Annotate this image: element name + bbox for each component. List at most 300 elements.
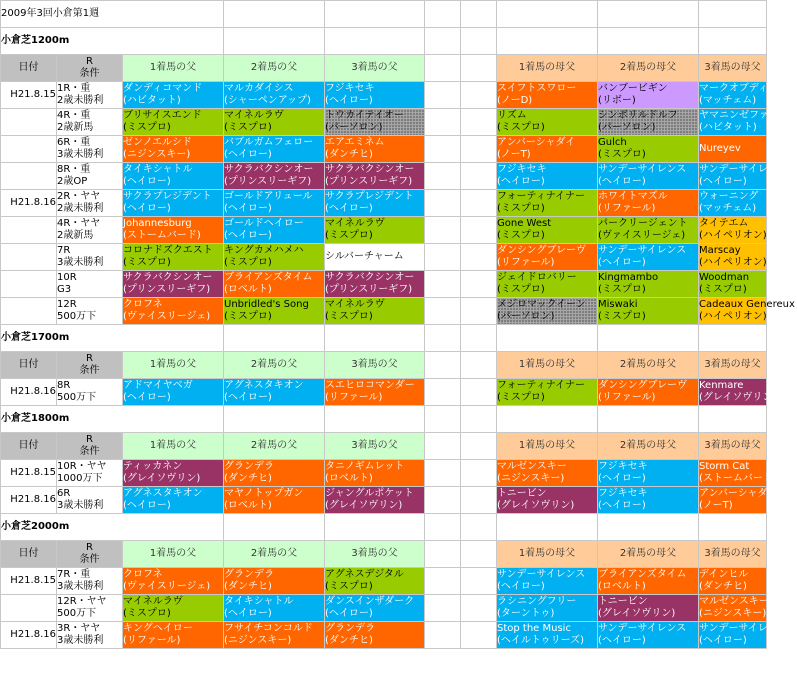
empty-cell — [425, 514, 461, 541]
horse-name: マルゼンスキー — [699, 596, 769, 607]
empty-cell — [425, 352, 461, 379]
horse-line: (ヘイロー) — [497, 176, 545, 187]
race-date — [1, 163, 57, 190]
horse-line: (ロベルト) — [224, 500, 272, 511]
horse-name: ゴールドアリュール — [224, 191, 313, 202]
horse-line: (プリンスリーギフ) — [224, 176, 312, 187]
race-header — [57, 55, 123, 82]
horse-name: タイキシャトル — [123, 164, 193, 175]
race-row — [1, 460, 767, 487]
damsire-cell — [699, 109, 779, 136]
damsire-cell — [598, 487, 699, 514]
horse-line: (ミスプロ) — [224, 257, 272, 268]
horse-name: マークオブディスティ — [699, 83, 797, 94]
horse-line: (グレイソヴリン) — [598, 608, 676, 619]
empty-cell — [425, 487, 461, 514]
race-condition: 2歳OP — [57, 176, 88, 187]
race-date: H21.8.15 — [1, 460, 57, 487]
horse-name: Miswaki — [598, 299, 638, 310]
horse-name: アンバーシャダイ — [497, 137, 576, 148]
sire-cell — [224, 595, 325, 622]
damsire-header: 1着馬の母父 — [497, 541, 598, 568]
horse-name: スイフトスワロー — [497, 83, 577, 94]
damsire-cell — [598, 190, 699, 217]
damsire-cell — [497, 136, 598, 163]
horse-name: サクラバクシンオー — [224, 164, 314, 175]
damsire-cell — [497, 163, 598, 190]
horse-name: ゴールドヘイロー — [224, 218, 304, 229]
section-title: 小倉芝2000m — [1, 514, 224, 541]
race-number: 8R・重 — [57, 164, 91, 175]
race-number: 6R・重 — [57, 137, 91, 148]
horse-name: クロフネ — [123, 299, 163, 310]
horse-name: アンバーシャダイ — [699, 488, 778, 499]
damsire-cell — [497, 568, 598, 595]
horse-line: (リファール) — [497, 257, 555, 268]
horse-name: タニノギムレット — [325, 461, 405, 472]
race-header — [57, 541, 123, 568]
horse-line: (リボー) — [598, 95, 636, 106]
horse-line: (リファール) — [598, 392, 656, 403]
race-row — [1, 487, 767, 514]
horse-name: Cadeaux Genereux — [699, 299, 795, 310]
empty-cell — [325, 406, 425, 433]
damsire-cell — [598, 568, 699, 595]
horse-name: Kenmare — [699, 380, 744, 391]
race-condition: 2歳新馬 — [57, 230, 94, 241]
horse-line: (ヘイロー) — [224, 608, 272, 619]
empty-cell — [497, 28, 598, 55]
sire-header: 2着馬の父 — [224, 433, 325, 460]
empty-cell — [497, 514, 598, 541]
sire-cell — [325, 190, 425, 217]
horse-line: (ロベルト) — [224, 284, 272, 295]
damsire-cell — [598, 595, 699, 622]
horse-line: (ヘイロー) — [598, 500, 646, 511]
horse-name: アグネスデジタル — [325, 569, 404, 580]
empty-cell — [461, 28, 497, 55]
empty-cell — [425, 568, 461, 595]
damsire-cell — [598, 298, 699, 325]
empty-cell — [425, 433, 461, 460]
horse-name: ジェイドロバリー — [497, 272, 577, 283]
date-header: 日付 — [1, 541, 57, 568]
empty-cell — [461, 163, 497, 190]
race-header-cond: 条件 — [79, 446, 100, 457]
race-info — [57, 190, 123, 217]
horse-name: アドマイヤベガ — [123, 380, 193, 391]
results-table-body — [1, 1, 797, 649]
race-number: 7R — [57, 245, 71, 256]
race-number: 3R・ヤヤ — [57, 623, 101, 634]
damsire-cell — [497, 190, 598, 217]
horse-line: (ノーD) — [497, 95, 533, 106]
damsire-cell — [497, 595, 598, 622]
horse-line: (ミスプロ) — [325, 311, 373, 322]
horse-name: ラシニングフリー — [497, 596, 577, 607]
sire-cell — [123, 622, 224, 649]
horse-line: (ミスプロ) — [123, 257, 171, 268]
horse-line: (プリンスリーギフ) — [325, 284, 413, 295]
damsire-header: 2着馬の母父 — [598, 352, 699, 379]
horse-name: ブライアンズタイム — [224, 272, 313, 283]
damsire-cell — [497, 622, 598, 649]
empty-cell — [461, 379, 497, 406]
race-date: H21.8.16 — [1, 487, 57, 514]
race-header-cond: 条件 — [79, 554, 100, 565]
sire-cell — [123, 487, 224, 514]
sire-cell — [224, 109, 325, 136]
race-row — [1, 109, 767, 136]
empty-cell — [425, 271, 461, 298]
empty-cell — [461, 541, 497, 568]
race-date — [1, 595, 57, 622]
horse-name: バンブービギン — [598, 83, 668, 94]
race-condition: 500万下 — [57, 392, 97, 403]
empty-cell — [325, 28, 425, 55]
horse-name: タイキシャトル — [224, 596, 294, 607]
race-info — [57, 298, 123, 325]
empty-cell — [461, 271, 497, 298]
sire-cell — [325, 487, 425, 514]
damsire-header: 3着馬の母父 — [699, 55, 767, 82]
empty-cell — [461, 217, 497, 244]
sire-cell — [224, 244, 325, 271]
horse-line: (ノーT) — [497, 149, 531, 160]
horse-name: トニービン — [497, 488, 547, 499]
damsire-cell — [497, 217, 598, 244]
horse-name: フジキセキ — [497, 164, 547, 175]
horse-line: (ミスプロ) — [325, 581, 373, 592]
damsire-cell — [699, 622, 788, 649]
sire-header: 3着馬の父 — [325, 55, 425, 82]
horse-line: (ミスプロ) — [598, 284, 646, 295]
column-header-row — [1, 55, 767, 82]
horse-name: Gulch — [598, 137, 627, 148]
horse-line: (ヘイルトゥリーズ) — [497, 635, 585, 646]
horse-name: ホワイトマズル — [598, 191, 668, 202]
horse-name: サクラプレジデント — [123, 191, 212, 202]
empty-cell — [598, 325, 699, 352]
sire-cell — [224, 163, 325, 190]
empty-cell — [461, 568, 497, 595]
horse-line: (リファール) — [325, 392, 383, 403]
race-header-r: R — [86, 542, 93, 553]
race-info — [57, 82, 123, 109]
empty-cell — [425, 163, 461, 190]
horse-name: トウカイテイオー — [325, 110, 404, 121]
damsire-cell — [598, 109, 699, 136]
damsire-header: 3着馬の母父 — [699, 352, 767, 379]
race-info — [57, 271, 123, 298]
damsire-header: 1着馬の母父 — [497, 55, 598, 82]
damsire-cell — [699, 217, 767, 244]
race-info — [57, 109, 123, 136]
sire-cell — [325, 82, 425, 109]
column-header-row — [1, 433, 767, 460]
column-header-row — [1, 541, 767, 568]
horse-name: サンデーサイレンス — [598, 623, 687, 634]
horse-line: (ダンチヒ) — [224, 473, 272, 484]
section-title-row — [1, 406, 767, 433]
damsire-cell — [699, 244, 767, 271]
damsire-cell — [598, 136, 699, 163]
damsire-cell — [598, 82, 699, 109]
sire-cell — [224, 271, 325, 298]
sire-cell — [123, 271, 224, 298]
damsire-cell — [699, 163, 788, 190]
race-date: H21.8.15 — [1, 568, 57, 595]
horse-line: (グレイソヴリン) — [325, 500, 403, 511]
horse-name: Kingmambo — [598, 272, 659, 283]
race-info — [57, 487, 123, 514]
damsire-header: 2着馬の母父 — [598, 55, 699, 82]
sire-cell — [224, 487, 325, 514]
horse-name: リズム — [497, 110, 527, 121]
race-date: H21.8.15 — [1, 82, 57, 109]
damsire-cell — [598, 271, 699, 298]
damsire-header: 1着馬の母父 — [497, 352, 598, 379]
horse-name: ジャングルポケット — [325, 488, 414, 499]
race-info — [57, 622, 123, 649]
horse-line: (ダンチヒ) — [325, 635, 373, 646]
empty-cell — [425, 190, 461, 217]
empty-cell — [224, 325, 325, 352]
horse-name: Woodman — [699, 272, 750, 283]
empty-cell — [461, 433, 497, 460]
empty-cell — [461, 298, 497, 325]
race-header — [57, 352, 123, 379]
race-date: H21.8.16 — [1, 190, 57, 217]
horse-name: スエヒロコマンダー — [325, 380, 415, 391]
horse-name: Gone West — [497, 218, 552, 229]
horse-line: (ミスプロ) — [699, 284, 747, 295]
horse-name: フォーティナイナー — [497, 191, 585, 202]
race-info — [57, 379, 123, 406]
sire-cell — [325, 298, 425, 325]
empty-cell — [461, 460, 497, 487]
horse-line: (ロベルト) — [598, 581, 646, 592]
race-condition: 3歳未勝利 — [57, 500, 104, 511]
empty-cell — [461, 136, 497, 163]
horse-line: (プリンスリーギフ) — [325, 176, 413, 187]
sheet-heading: 2009年3回小倉第1週 — [1, 1, 224, 28]
heading-row — [1, 1, 767, 28]
empty-cell — [461, 325, 497, 352]
empty-cell — [325, 325, 425, 352]
horse-name: ダンディコマンド — [123, 83, 203, 94]
horse-line: (ハイペリオン) — [699, 257, 767, 268]
race-condition: G3 — [57, 284, 72, 295]
race-number: 2R・ヤヤ — [57, 191, 101, 202]
horse-name: Unbridled's Song — [224, 299, 309, 310]
horse-name: サンデーサイレンス — [598, 245, 687, 256]
horse-name: サクラバクシンオー — [325, 272, 415, 283]
sire-cell — [325, 271, 425, 298]
horse-name: マイネルラヴ — [325, 218, 385, 229]
horse-line: (ロベルト) — [325, 473, 373, 484]
horse-line: (プリンスリーギフ) — [123, 284, 211, 295]
horse-name: パークリージェント — [598, 218, 688, 229]
sire-cell — [123, 82, 224, 109]
horse-line: (ミスプロ) — [497, 122, 545, 133]
race-row — [1, 622, 767, 649]
horse-name: Johannesburg — [123, 218, 192, 229]
section-title-row — [1, 514, 767, 541]
horse-name: ヤマニンゼファー — [699, 110, 779, 121]
horse-line: (パーソロン) — [325, 122, 383, 133]
sire-cell — [325, 244, 425, 271]
horse-name: Nureyev — [699, 143, 741, 154]
race-info — [57, 136, 123, 163]
horse-line: (パーソロン) — [497, 311, 555, 322]
race-row — [1, 244, 767, 271]
race-condition: 2歳新馬 — [57, 122, 94, 133]
damsire-cell — [699, 460, 777, 487]
damsire-cell — [497, 109, 598, 136]
empty-cell — [425, 298, 461, 325]
sire-header: 3着馬の父 — [325, 352, 425, 379]
date-header: 日付 — [1, 55, 57, 82]
horse-name: キングカメハメハ — [224, 245, 304, 256]
horse-name: エアエミネム — [325, 137, 385, 148]
race-header-r: R — [86, 434, 93, 445]
sire-cell — [123, 298, 224, 325]
damsire-cell — [699, 298, 795, 325]
empty-cell — [598, 28, 699, 55]
sire-cell — [224, 82, 325, 109]
sire-cell — [325, 163, 425, 190]
race-row — [1, 217, 767, 244]
empty-cell — [425, 28, 461, 55]
horse-line: (ヘイロー) — [224, 203, 272, 214]
sire-cell — [123, 190, 224, 217]
race-date — [1, 244, 57, 271]
horse-line: (ニジンスキー) — [224, 635, 292, 646]
race-condition: 500万下 — [57, 311, 97, 322]
section-title: 小倉芝1800m — [1, 406, 224, 433]
horse-line: (ノーT) — [699, 500, 733, 511]
sire-cell — [224, 190, 325, 217]
sire-cell — [123, 163, 224, 190]
race-number: 8R — [57, 380, 71, 391]
horse-name: フサイチコンコルド — [224, 623, 313, 634]
horse-line: (ヘイロー) — [224, 392, 272, 403]
date-header: 日付 — [1, 352, 57, 379]
horse-name: シルバーチャーム — [325, 251, 404, 262]
horse-name: メジロマックイーン — [497, 299, 586, 310]
horse-line: (ヘイロー) — [497, 581, 545, 592]
race-number: 4R・ヤヤ — [57, 218, 101, 229]
sire-cell — [123, 379, 224, 406]
damsire-cell — [598, 622, 699, 649]
damsire-cell — [699, 82, 797, 109]
horse-name: タイテエム — [699, 218, 749, 229]
horse-name: ティッカネン — [123, 461, 183, 472]
horse-line: (ミスプロ) — [497, 284, 545, 295]
empty-cell — [425, 541, 461, 568]
horse-name: マイネルラヴ — [123, 596, 183, 607]
horse-line: (グレイソヴリン) — [497, 500, 575, 511]
empty-cell — [325, 514, 425, 541]
damsire-cell — [497, 244, 598, 271]
horse-line: (ハイペリオン) — [699, 230, 767, 241]
sire-cell — [325, 136, 425, 163]
empty-cell — [425, 217, 461, 244]
section-title-row — [1, 28, 767, 55]
horse-name: サンデーサイレンス — [699, 623, 788, 634]
horse-line: (ミスプロ) — [224, 122, 272, 133]
race-info — [57, 460, 123, 487]
race-condition: 3歳未勝利 — [57, 149, 104, 160]
sire-cell — [224, 217, 325, 244]
sire-cell — [224, 622, 325, 649]
race-number: 7R・重 — [57, 569, 91, 580]
empty-cell — [461, 514, 497, 541]
sire-cell — [123, 595, 224, 622]
sire-header: 1着馬の父 — [123, 541, 224, 568]
horse-line: (シャーペンアップ) — [224, 95, 311, 106]
race-date: H21.8.16 — [1, 379, 57, 406]
sire-cell — [123, 136, 224, 163]
empty-cell — [699, 514, 767, 541]
empty-cell — [461, 244, 497, 271]
sire-cell — [325, 622, 425, 649]
damsire-cell — [699, 568, 767, 595]
sire-cell — [224, 460, 325, 487]
race-row — [1, 379, 767, 406]
horse-line: (ニジンスキー) — [123, 149, 191, 160]
sire-cell — [224, 568, 325, 595]
date-header: 日付 — [1, 433, 57, 460]
horse-line: (ハビタット) — [123, 95, 181, 106]
empty-cell — [425, 244, 461, 271]
empty-cell — [224, 514, 325, 541]
empty-cell — [425, 379, 461, 406]
horse-line: (ヘイロー) — [325, 608, 373, 619]
horse-name: マイネルラヴ — [224, 110, 284, 121]
empty-cell — [497, 406, 598, 433]
sire-cell — [325, 568, 425, 595]
horse-line: (ミスプロ) — [123, 122, 171, 133]
race-condition: 3歳未勝利 — [57, 581, 104, 592]
race-row — [1, 568, 767, 595]
empty-cell — [461, 406, 497, 433]
damsire-cell — [497, 487, 598, 514]
race-number: 6R — [57, 488, 71, 499]
horse-name: フジキセキ — [598, 461, 648, 472]
race-date — [1, 298, 57, 325]
horse-name: ブリサイスエンド — [123, 110, 202, 121]
race-info — [57, 568, 123, 595]
race-condition: 2歳未勝利 — [57, 95, 104, 106]
section-title-row — [1, 325, 767, 352]
horse-line: (グレイソヴリン) — [699, 392, 777, 403]
horse-line: (ヘイロー) — [325, 203, 373, 214]
horse-name: ゼンノエルシド — [123, 137, 192, 148]
empty-cell — [497, 325, 598, 352]
sire-cell — [123, 217, 224, 244]
empty-cell — [425, 325, 461, 352]
sire-cell — [325, 460, 425, 487]
sire-header: 3着馬の父 — [325, 433, 425, 460]
horse-line: (ミスプロ) — [598, 311, 646, 322]
horse-name: グランデラ — [224, 569, 274, 580]
horse-line: (ヘイロー) — [224, 149, 272, 160]
race-number: 10R — [57, 272, 77, 283]
horse-line: (リファール) — [598, 203, 656, 214]
empty-cell — [461, 622, 497, 649]
